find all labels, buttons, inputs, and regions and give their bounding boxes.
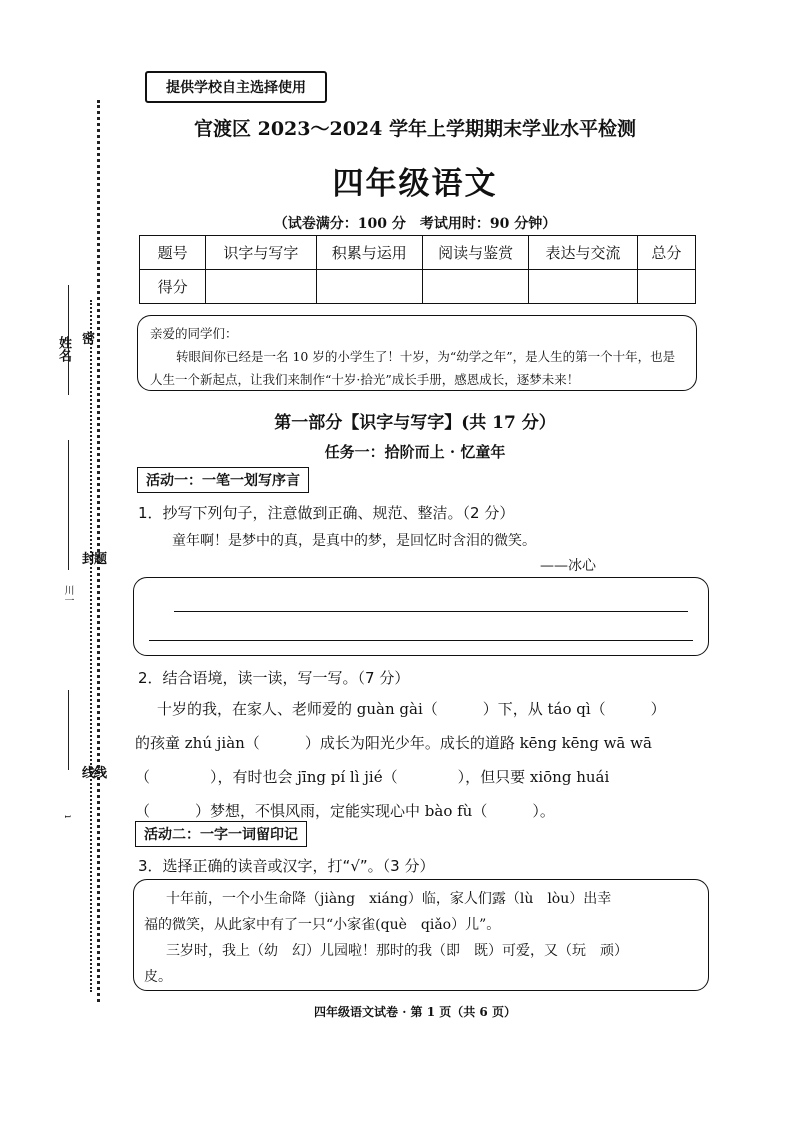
note-greeting: 亲爱的同学们：: [150, 326, 238, 341]
blank-write-line: [68, 440, 69, 570]
table-cell: 总分: [637, 236, 695, 270]
question-2: 2．结合语境，读一读，写一写。（7 分）: [138, 669, 410, 687]
blank-write-line-2: [68, 690, 69, 770]
name-label: 姓名: [56, 336, 71, 362]
usage-tag: 提供学校自主选择使用: [145, 71, 327, 103]
part1-title: 第一部分【识字与写字】(共 17 分）: [274, 413, 556, 433]
score-table: [139, 235, 696, 304]
score-cell[interactable]: [529, 270, 637, 304]
exam-meta: （试卷满分：100 分 考试用时：90 分钟）: [273, 216, 557, 232]
task1-title: 任务一：拾阶而上 · 忆童年: [324, 443, 506, 461]
q3-line: 三岁时，我上（幼 幻）儿园啦！那时的我（即 既）可爱，又（玩 顽）: [166, 943, 628, 959]
table-cell: 表达与交流: [529, 236, 637, 270]
activity1-label: 活动一：一笔一划写序言: [137, 467, 309, 493]
binding-margin: [0, 0, 130, 1122]
q2-line: 十岁的我，在家人、老师爱的 guàn gài（ ）下，从 táo qì（ ）: [157, 700, 666, 718]
q3-line: 十年前，一个小生命降（jiàng xiáng）临，家人们露（lù lòu）出幸: [166, 891, 612, 907]
table-cell: 题号: [140, 236, 206, 270]
q2-line: （ ），有时也会 jīng pí lì jié（ ），但只要 xiōng huái: [135, 768, 610, 786]
score-table-header-row: [140, 236, 696, 270]
seal-char-ti: 题: [94, 552, 108, 567]
q3-line: 福的微笑，从此家中有了一只“小家雀(què qiǎo）儿”。: [144, 917, 501, 933]
seal-char-mi: 密: [82, 332, 96, 347]
q2-line: （ ）梦想，不惧风雨，定能实现心中 bào fù（ ）。: [135, 802, 555, 820]
q1-sentence: 童年啊！是梦中的真，是真中的梦，是回忆时含泪的微笑。: [172, 533, 536, 549]
q3-line: 皮。: [144, 969, 172, 985]
page-footer: 四年级语文试卷 · 第 1 页（共 6 页）: [314, 1005, 516, 1019]
activity2-label: 活动二：一字一词留印记: [135, 821, 307, 847]
seal-dotted-line-inner: [90, 300, 92, 992]
seal-char-feng: 封: [82, 552, 96, 567]
question-3: 3．选择正确的读音或汉字，打“√”。（3 分）: [138, 857, 435, 875]
seal-char-xian-inner: 线: [94, 766, 108, 781]
score-cell[interactable]: [637, 270, 695, 304]
table-cell: 阅读与鉴赏: [423, 236, 529, 270]
score-table-score-row: [140, 270, 696, 304]
answer-line[interactable]: [149, 640, 693, 641]
q3-box: [133, 879, 709, 991]
side-tick-2: ı: [62, 815, 73, 819]
q1-author: ——冰心: [540, 558, 596, 574]
table-cell: 得分: [140, 270, 206, 304]
seal-char-xian: 线: [82, 766, 96, 781]
score-cell[interactable]: [423, 270, 529, 304]
note-body: 转眼间你已经是一名 10 岁的小学生了！十岁，为“幼学之年”，是人生的第一个十年，也是人生一个新起点，让我们来制作“十岁·拾光”成长手册，感恩成长，逐梦未来！: [150, 349, 676, 387]
exam-title: 官渡区 2023～2024 学年上学期期末学业水平检测: [194, 118, 636, 140]
question-1: 1．抄写下列句子，注意做到正确、规范、整洁。（2 分）: [138, 504, 515, 522]
score-cell[interactable]: [316, 270, 422, 304]
subject-title: 四年级语文: [332, 166, 498, 202]
q1-answer-box[interactable]: [133, 577, 709, 656]
table-cell: 积累与运用: [316, 236, 422, 270]
q2-passage: [135, 692, 705, 828]
table-cell: 识字与写字: [206, 236, 316, 270]
greeting-note: [137, 315, 697, 391]
score-cell[interactable]: [206, 270, 316, 304]
side-tick: 川一: [62, 585, 73, 605]
q2-line: 的孩童 zhú jiàn（ ）成长为阳光少年。成长的道路 kēng kēng wā wā: [135, 734, 652, 752]
answer-line[interactable]: [174, 611, 688, 612]
